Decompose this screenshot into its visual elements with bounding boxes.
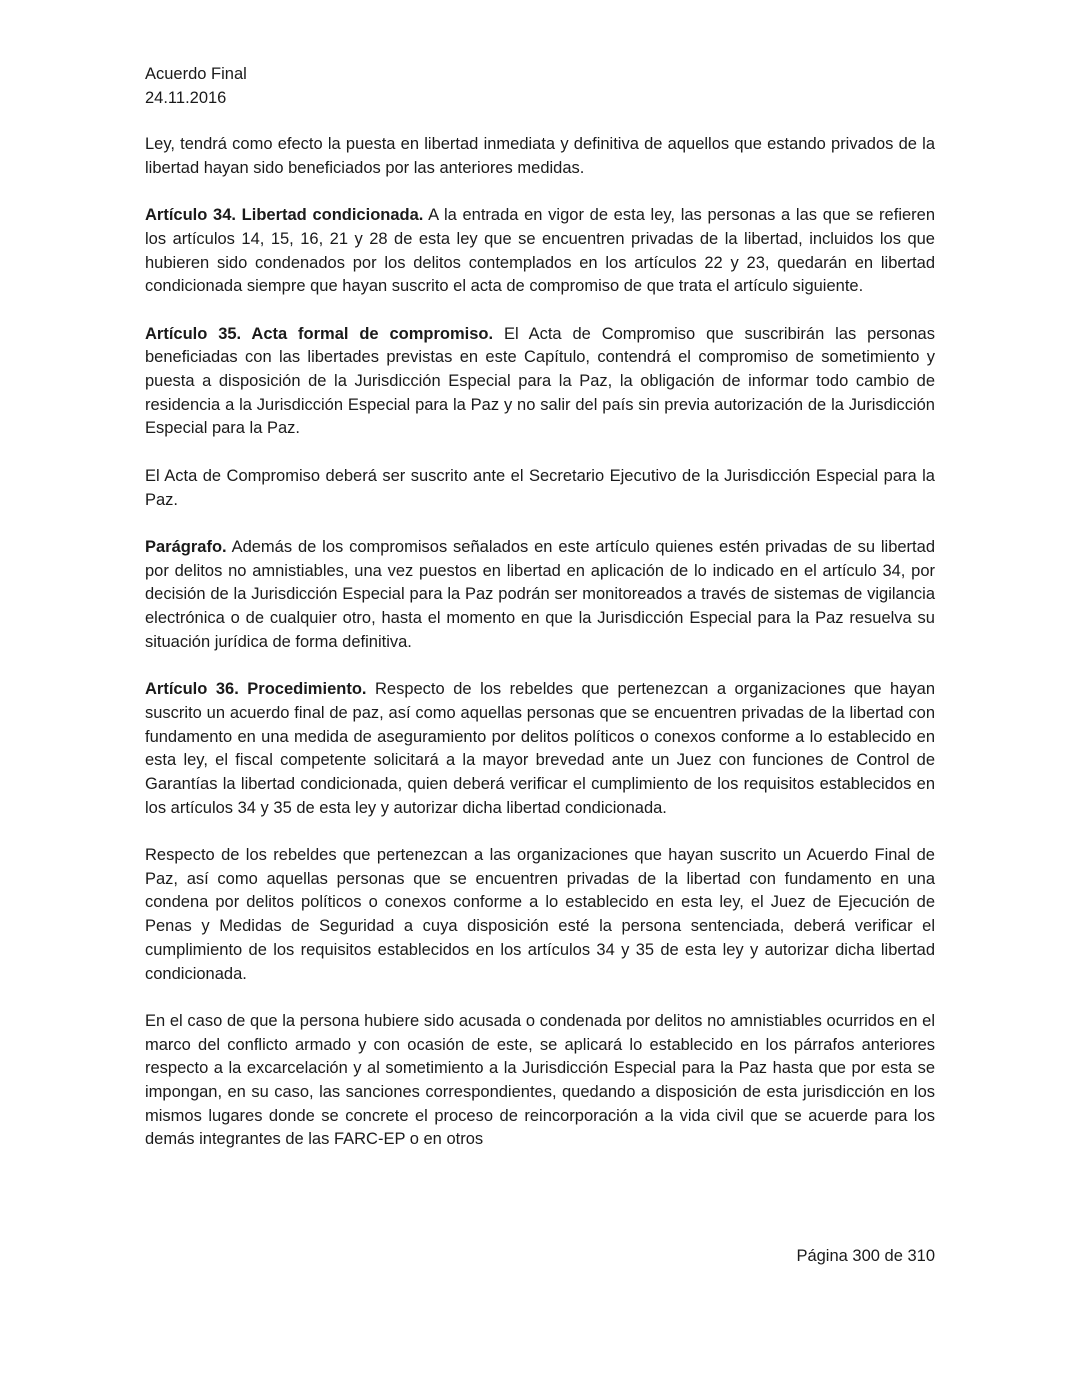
paragraph-text: Ley, tendrá como efecto la puesta en libertad inmediata y definitiva de aquellos que estando privados de la libertad hayan sido beneficiados por las anteriores medidas. (145, 135, 935, 177)
paragraph-text: En el caso de que la persona hubiere sido acusada o condenada por delitos no amnistiables ocurridos en el marco del conflicto armado y con ocasión de este, se aplicará lo establecido en los párrafos anteriores respecto a la excarcelación y al sometimiento a la Jurisdicción Especial para la Paz hasta que por esta se impongan, en su caso, las sanciones correspondientes, quedando a disposición de esta jurisdicción en los mismos lugares donde se concrete el proceso de reincorporación a la vida civil que se acuerde para los demás integrantes de las FARC-EP o en otros (145, 1011, 935, 1149)
document-page (145, 62, 935, 1176)
paragraph-rebeldes (145, 844, 935, 986)
paragraph-text: El Acta de Compromiso deberá ser suscrito ante el Secretario Ejecutivo de la Jurisdicción Especial para la Paz. (145, 466, 935, 509)
paragraph-heading: Artículo 35. Acta formal de compromiso. (145, 324, 494, 343)
paragraph-heading: Parágrafo. (145, 537, 227, 556)
document-title: Acuerdo Final (145, 65, 247, 83)
paragraph-1 (145, 133, 935, 180)
document-date: 24.11.2016 (145, 89, 227, 107)
page-number: Página 300 de 310 (796, 1247, 935, 1265)
paragraph-articulo-35 (145, 323, 935, 442)
paragraph-heading: Artículo 36. Procedimiento. (145, 680, 367, 699)
document-header (145, 62, 935, 110)
paragraph-text: A la entrada en vigor de esta ley, las personas a las que se refieren los artículos 14, 15, 16, 21 y 28 de esta ley que se encuentren privadas de la libertad, incluidos los que hubieren sido condenados por los delitos contemplados en los artículos 22 y 23, quedarán en libertad condicionada siempre que hayan suscrito el acta de compromiso de que trata el artículo siguiente. (145, 206, 936, 296)
paragraph-articulo-34 (145, 204, 935, 299)
paragraph-articulo-36 (145, 678, 935, 820)
paragraph-heading: Artículo 34. Libertad condicionada. (145, 206, 424, 225)
paragraph-text: Respecto de los rebeldes que pertenezcan a organizaciones que hayan suscrito un acuerdo final de paz, así como aquellas personas que se encuentren privadas de la libertad con fundamento en una medida de aseguramiento por delitos políticos o conexos conforme a lo establecido en esta ley, el fiscal competente solicitará a la mayor brevedad ante un Juez con funciones de Control de Garantías la libertad condicionada, quien deberá verificar el cumplimiento de los requisitos establecidos en los artículos 34 y 35 de esta ley y autorizar dicha libertad condicionada. (145, 680, 935, 817)
paragraph-paragrafo (145, 536, 935, 655)
paragraph-text: El Acta de Compromiso que suscribirán las personas beneficiadas con las libertades previstas en este Capítulo, contendrá el compromiso de sometimiento y puesta a disposición de la Jurisdicción Especial para la Paz, la obligación de informar todo cambio de residencia a la Jurisdicción Especial para la Paz y no salir del país sin previa autorización de la Jurisdicción Especial para la Paz. (145, 324, 935, 438)
paragraph-caso (145, 1010, 935, 1152)
paragraph-acta (145, 465, 935, 512)
paragraph-text: Además de los compromisos señalados en este artículo quienes estén privadas de su libertad por delitos no amnistiables, una vez puestos en libertad en aplicación de lo indicado en el artículo 34, por decisión de la Jurisdicción Especial para la Paz podrán ser monitoreados a través de sistemas de vigilancia electrónica o de cualquier otro, hasta el momento en que la Jurisdicción Especial para la Paz resuelva su situación jurídica de forma definitiva. (145, 537, 935, 651)
paragraph-text: Respecto de los rebeldes que pertenezcan a las organizaciones que hayan suscrito un Acuerdo Final de Paz, así como aquellas personas que se encuentren privadas de la libertad con fundamento en una condena por delitos políticos o conexos conforme a lo establecido en esta ley, el Juez de Ejecución de Penas y Medidas de Seguridad a cuya disposición esté la persona sentenciada, deberá verificar el cumplimiento de los requisitos establecidos en los artículos 34 y 35 de esta ley y autorizar dicha libertad condicionada. (145, 846, 935, 983)
